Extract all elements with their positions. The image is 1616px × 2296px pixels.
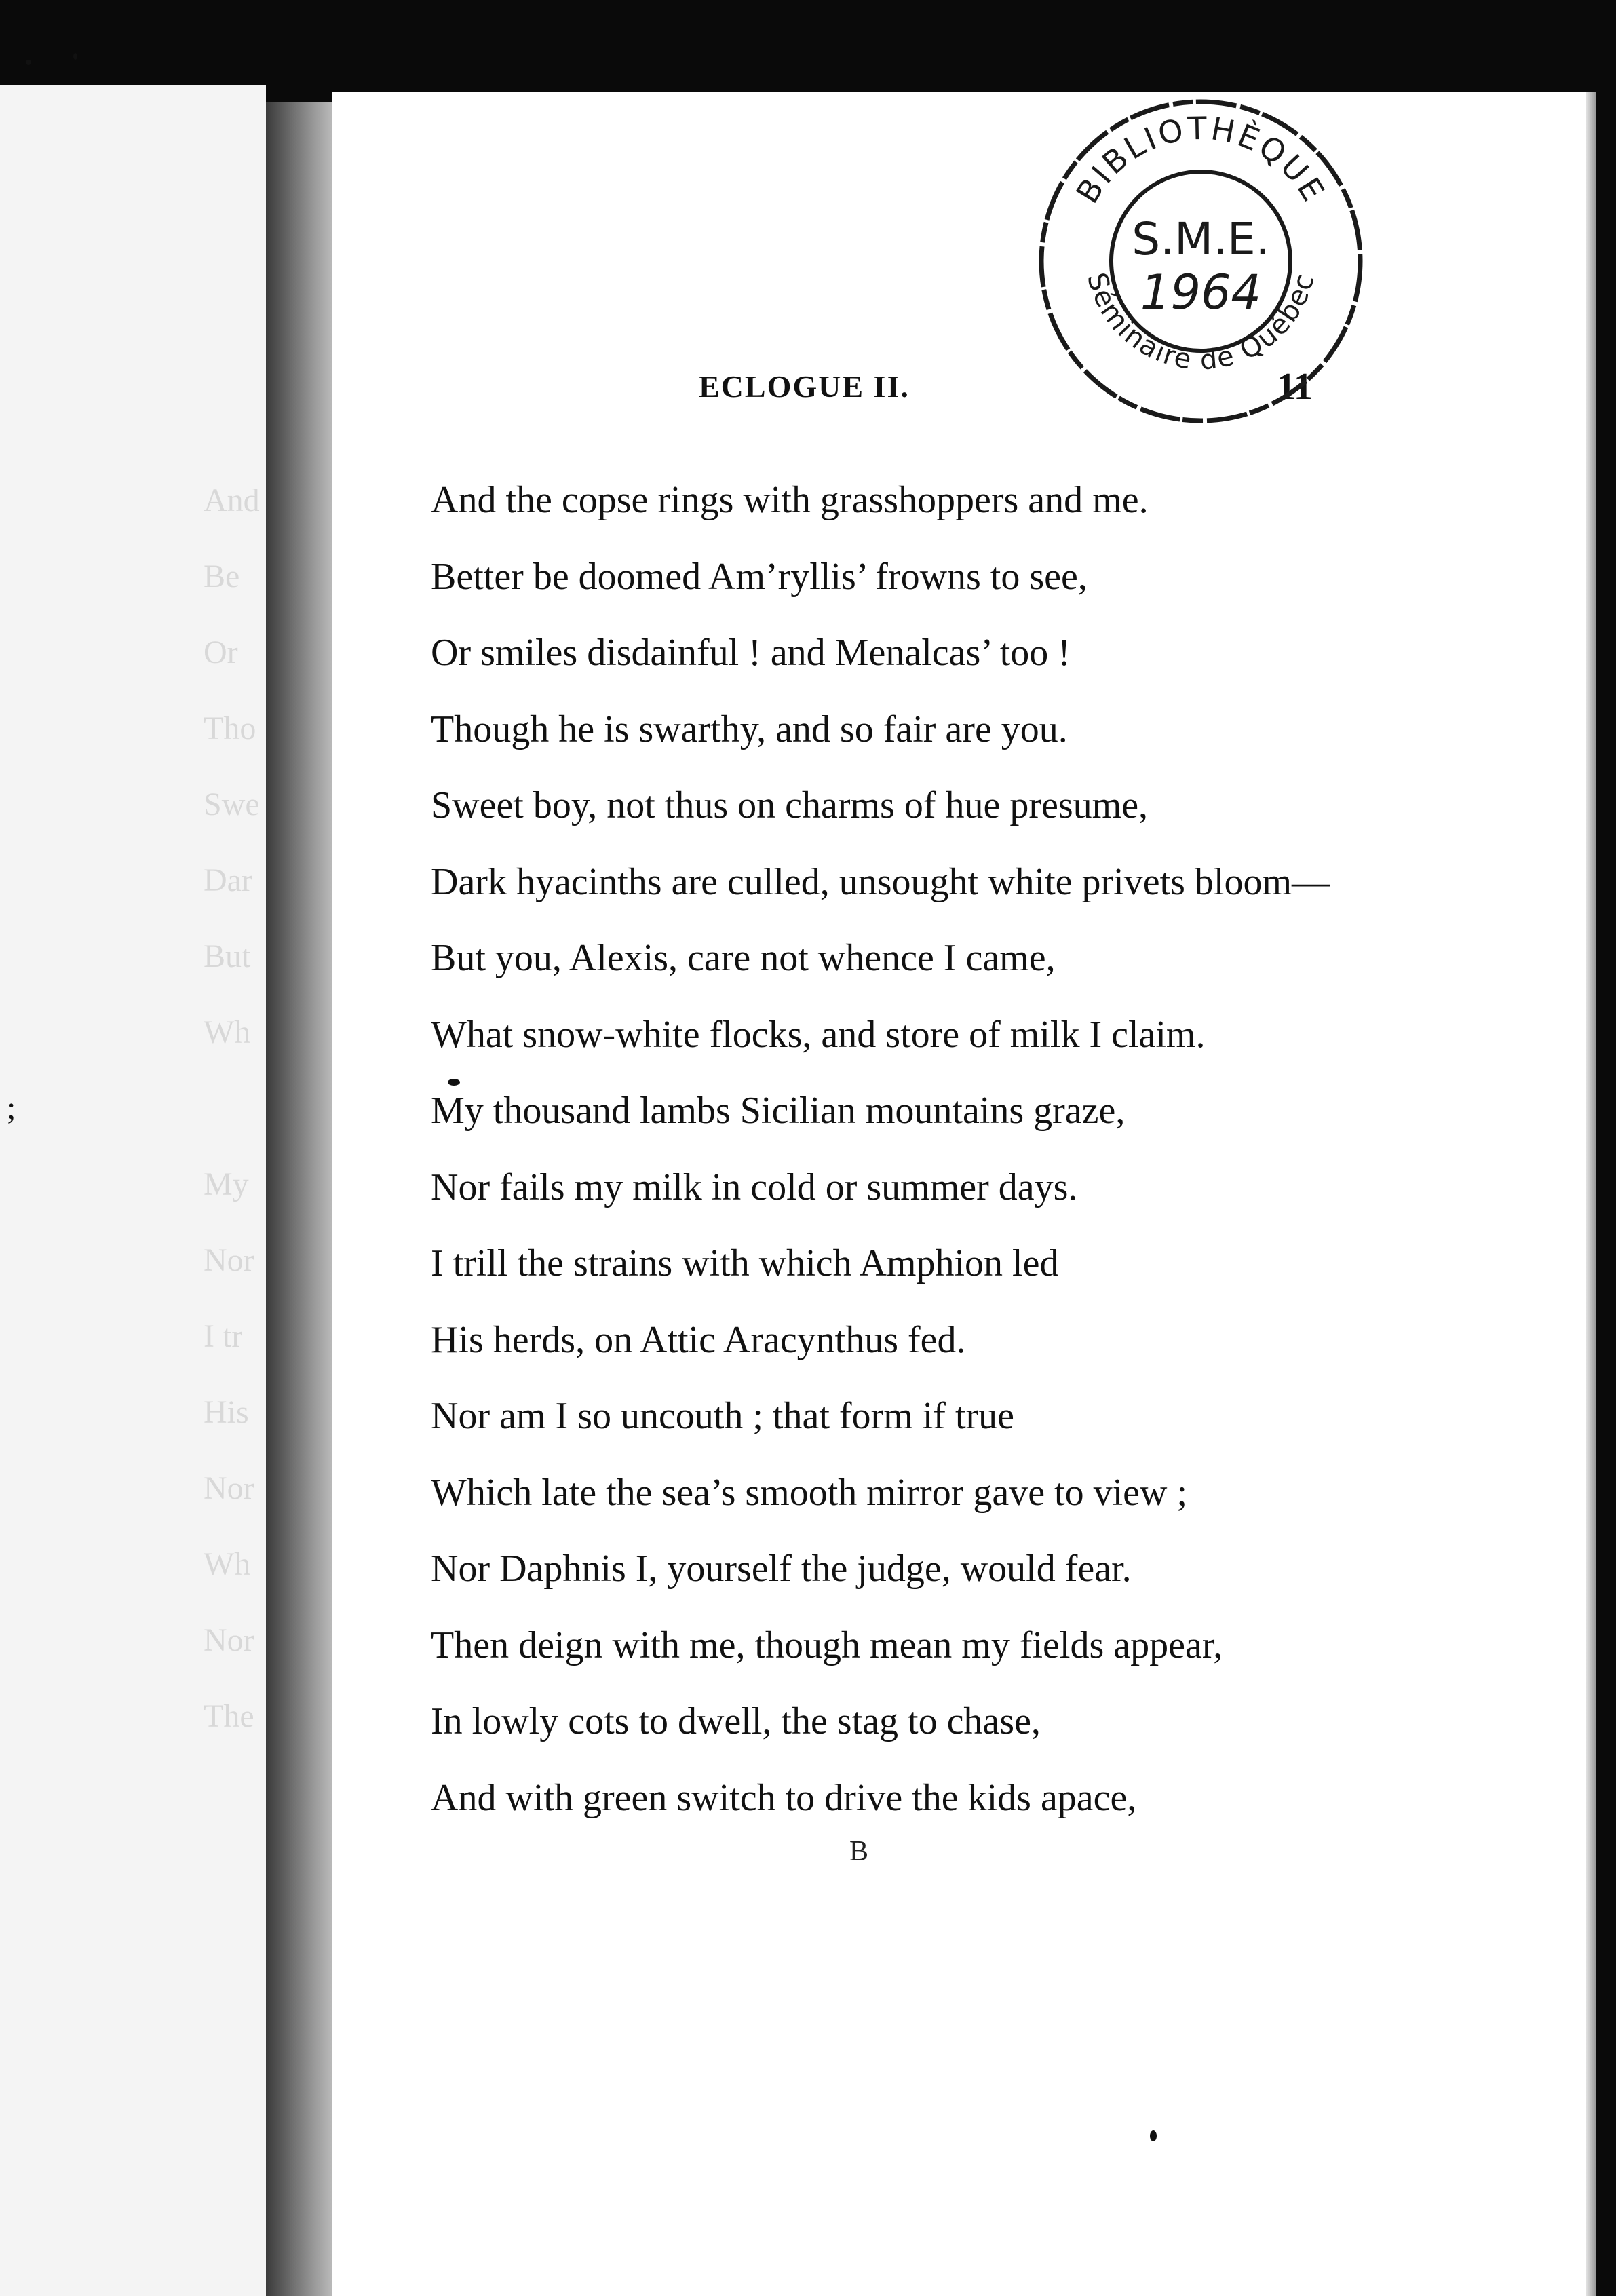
stamp-seal-icon [1024, 85, 1377, 438]
facing-page-fragment: Swe [204, 786, 260, 822]
page-edge-shadow [1586, 92, 1596, 2296]
library-stamp [1024, 85, 1377, 438]
verse-line: I trill the strains with which Amphion led [431, 1242, 1059, 1284]
verse-line: His herds, on Attic Aracynthus fed. [431, 1318, 966, 1361]
facing-page-fragment: ; [7, 1090, 16, 1126]
eclogue-heading: ECLOGUE II. [699, 369, 910, 404]
facing-page-fragment: But [204, 938, 251, 974]
speck [73, 53, 77, 60]
facing-page-fragment: Tho [204, 710, 256, 746]
verse-line: In lowly cots to dwell, the stag to chase, [431, 1700, 1041, 1742]
verse-line: Nor Daphnis I, yourself the judge, would fear. [431, 1548, 1132, 1590]
verse-line: My thousand lambs Sicilian mountains graze, [431, 1090, 1126, 1132]
stamp-bottom-text: Séminaire de Québec [1080, 269, 1321, 377]
facing-page-fragment: Nor [204, 1242, 254, 1278]
book-page [332, 92, 1596, 2296]
facing-page-fragment: His [204, 1394, 249, 1430]
svg-text:BIBLIOTHÈQUE [1069, 110, 1332, 210]
verse-line: Better be doomed Am’ryllis’ frowns to see, [431, 555, 1088, 598]
signature-mark: B [849, 1836, 869, 1867]
speck [26, 60, 31, 65]
book-gutter [266, 102, 341, 2296]
verse-line: And with green switch to drive the kids apace, [431, 1776, 1137, 1819]
stamp-top-text: BIBLIOTHÈQUE [1069, 109, 1333, 210]
facing-page-fragment: I tr [204, 1318, 243, 1354]
verse-line: Though he is swarthy, and so fair are you. [431, 708, 1068, 750]
facing-page-fragment: Dar [204, 862, 252, 898]
facing-page-fragment: Nor [204, 1470, 254, 1506]
verse-line: Sweet boy, not thus on charms of hue presume, [431, 784, 1149, 826]
verse-line: Or smiles disdainful ! and Menalcas’ too ! [431, 632, 1071, 674]
facing-page-fragment: Nor [204, 1622, 254, 1658]
facing-page-fragment: Or [204, 634, 238, 670]
verse-line: Then deign with me, though mean my fields appear, [431, 1624, 1223, 1666]
stamp-line-1: S.M.E. [1132, 213, 1270, 265]
facing-page-fragment: Be [204, 558, 240, 594]
verse-line: What snow-white flocks, and store of milk I claim. [431, 1013, 1206, 1056]
facing-page-fragment: The [204, 1698, 254, 1734]
stamp-line-2: 1964 [1140, 265, 1262, 320]
verse-line: Nor fails my milk in cold or summer days. [431, 1166, 1078, 1208]
verse-line: But you, Alexis, care not whence I came, [431, 937, 1056, 979]
verse-line: Which late the sea’s smooth mirror gave to view ; [431, 1471, 1188, 1514]
facing-page-fragment: And [204, 482, 260, 518]
facing-page-edge [0, 85, 266, 2296]
verse-line: Nor am I so uncouth ; that form if true [431, 1395, 1015, 1437]
verse-line: And the copse rings with grasshoppers and me. [431, 479, 1149, 521]
speck [1150, 2130, 1157, 2141]
facing-page-fragment: Wh [204, 1014, 251, 1050]
speck [448, 1079, 460, 1086]
facing-page-fragment: Wh [204, 1546, 251, 1582]
facing-page-fragment: My [204, 1166, 249, 1202]
page-number: 11 [1277, 366, 1313, 408]
verse-line: Dark hyacinths are culled, unsought white privets bloom— [431, 860, 1330, 903]
